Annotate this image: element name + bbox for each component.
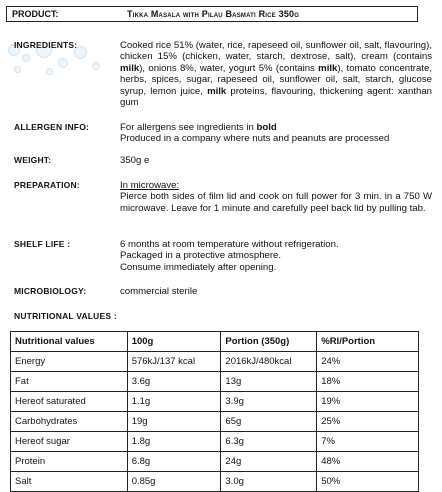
nutritional-label: NUTRITIONAL VALUES : bbox=[14, 311, 117, 321]
table-cell: 3.0g bbox=[221, 472, 317, 492]
allergen-milk: milk bbox=[318, 62, 338, 74]
table-cell: Hereof sugar bbox=[11, 432, 128, 452]
allergen-line: Produced in a company where nuts and peanuts are processed bbox=[120, 133, 390, 145]
table-cell: 6.8g bbox=[127, 452, 221, 472]
microbiology-label: MICROBIOLOGY: bbox=[14, 286, 87, 296]
column-header: 100g bbox=[127, 332, 221, 352]
shelf-life-text bbox=[120, 239, 432, 273]
microbiology-value: commercial sterile bbox=[120, 286, 198, 297]
table-cell: 6.3g bbox=[221, 432, 317, 452]
weight-value: 350g e bbox=[120, 155, 150, 166]
shelf-life-label: SHELF LIFE : bbox=[14, 239, 71, 249]
table-row bbox=[11, 452, 419, 472]
table-row bbox=[11, 432, 419, 452]
table-cell: 1.1g bbox=[127, 392, 221, 412]
table-row bbox=[11, 372, 419, 392]
table-row bbox=[11, 472, 419, 492]
column-header: Nutritional values bbox=[11, 332, 128, 352]
table-cell: Salt bbox=[11, 472, 128, 492]
product-label: PRODUCT: bbox=[12, 9, 59, 19]
table-cell: 48% bbox=[317, 452, 419, 472]
table-row bbox=[11, 412, 419, 432]
table-cell: Protein bbox=[11, 452, 128, 472]
table-cell: 2016kJ/480kcal bbox=[221, 352, 317, 372]
ingredients-part: ), tomato concentrate, herbs, spices, sugar, rapeseed oil, sunflower oil, salt, starch, glucose syrup, lemon juice, bbox=[120, 62, 433, 97]
allergen-label: ALLERGEN INFO: bbox=[14, 122, 90, 132]
preparation-heading: In microwave: bbox=[120, 180, 180, 191]
allergen-line: For allergens see ingredients in bbox=[120, 122, 257, 133]
allergen-milk: milk bbox=[120, 62, 140, 74]
table-cell: Carbohydrates bbox=[11, 412, 128, 432]
table-cell: 3.6g bbox=[127, 372, 221, 392]
nutrition-table bbox=[10, 331, 419, 492]
table-cell: 50% bbox=[317, 472, 419, 492]
table-cell: 576kJ/137 kcal bbox=[127, 352, 221, 372]
table-cell: 24% bbox=[317, 352, 419, 372]
table-cell: 7% bbox=[317, 432, 419, 452]
table-cell: 19g bbox=[127, 412, 221, 432]
ingredients-part: proteins, flavouring, thickening agent: xanthan gum bbox=[120, 85, 433, 109]
table-cell: Hereof saturated bbox=[11, 392, 128, 412]
table-cell: 25% bbox=[317, 412, 419, 432]
ingredients-part: Cooked rice 51% (water, rice, rapeseed oil, sunflower oil, salt, flavouring), chicken 15% (chicken, water, starch, dextrose, salt), cream (contains bbox=[120, 40, 432, 63]
shelf-life-line: Packaged in a protective atmosphere. bbox=[120, 250, 282, 262]
table-row bbox=[11, 352, 419, 372]
table-cell: 18% bbox=[317, 372, 419, 392]
product-header bbox=[6, 6, 418, 22]
preparation-label: PREPARATION: bbox=[14, 180, 80, 190]
shelf-life-line: 6 months at room temperature without refrigeration. bbox=[120, 239, 339, 250]
table-cell: 24g bbox=[221, 452, 317, 472]
column-header: Portion (350g) bbox=[221, 332, 317, 352]
preparation-text bbox=[120, 180, 432, 214]
weight-label: WEIGHT: bbox=[14, 155, 52, 165]
ingredients-label: INGREDIENTS: bbox=[14, 40, 78, 50]
allergen-milk: milk bbox=[207, 85, 227, 97]
allergen-bold-word: bold bbox=[256, 122, 277, 133]
table-header-row bbox=[11, 332, 419, 352]
table-row bbox=[11, 392, 419, 412]
ingredients-text bbox=[120, 40, 432, 108]
table-cell: 1.8g bbox=[127, 432, 221, 452]
table-cell: Energy bbox=[11, 352, 128, 372]
allergen-text bbox=[120, 122, 432, 145]
table-cell: 0.85g bbox=[127, 472, 221, 492]
column-header: %RI/Portion bbox=[317, 332, 419, 352]
table-cell: 13g bbox=[221, 372, 317, 392]
table-cell: 3.9g bbox=[221, 392, 317, 412]
ingredients-part: ), onions 8%, water, yogurt 5% (contains bbox=[139, 62, 319, 74]
table-cell: 19% bbox=[317, 392, 419, 412]
table-cell: Fat bbox=[11, 372, 128, 392]
product-name: Tikka Masala with Pilau Basmati Rice 350g bbox=[127, 9, 300, 19]
preparation-instructions: Pierce both sides of film lid and cook on full power for 3 min. in a 750 W microwave. Leave for 1 minute and carefully peel back lid by pulling tab. bbox=[120, 191, 432, 214]
table-cell: 65g bbox=[221, 412, 317, 432]
shelf-life-line: Consume immediately after opening. bbox=[120, 261, 277, 273]
